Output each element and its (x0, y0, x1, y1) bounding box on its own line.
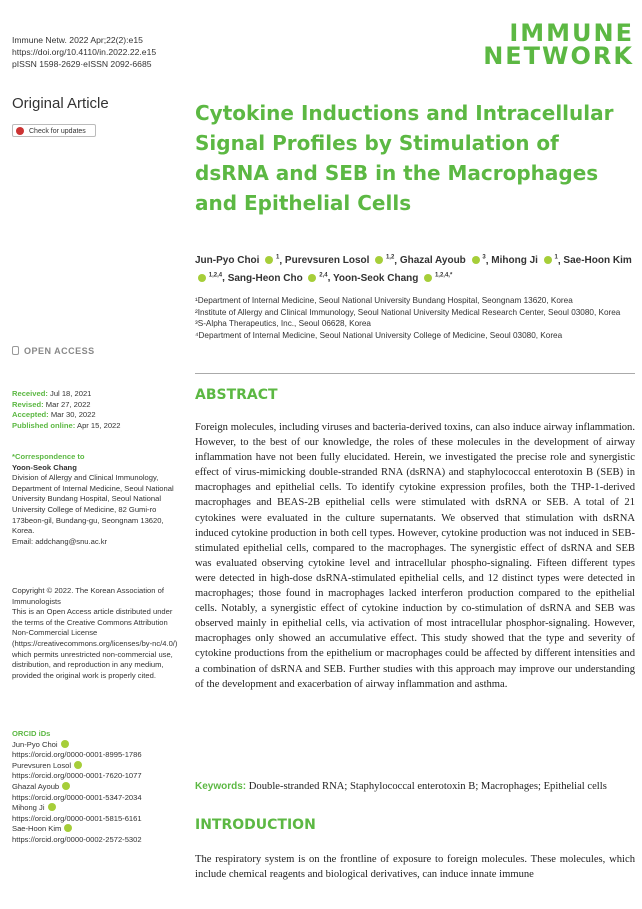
license-text: This is an Open Access article distributed under the terms of the Creative Commons Attribution Non-Commercial License (https://creativecommons.org/licenses/by-nc/4.0/) which permits unrestricted non-commercial use, distribution, and reproduction in any medium, provided the original work is properly cited. (12, 607, 178, 680)
affiliation: ²Institute of Allergy and Clinical Immunology, Seoul National University Medical Research Center, Seoul 03080, Korea (195, 307, 621, 317)
orcid-list (12, 729, 180, 846)
orcid-heading: ORCID iDs (12, 729, 51, 738)
introduction-heading: INTRODUCTION (195, 817, 316, 833)
orcid-link[interactable]: https://orcid.org/0000-0001-5815-6161 (12, 813, 142, 823)
check-for-updates-button[interactable]: Check for updates (12, 124, 96, 137)
correspondence-name: Yoon-Seok Chang (12, 462, 77, 472)
date-accepted: Accepted: Mar 30, 2022 (12, 410, 96, 420)
author[interactable]: Purevsuren Losol $^{1,2}$ (284, 255, 395, 267)
open-lock-icon (12, 346, 19, 355)
orcid-icon (424, 274, 432, 282)
section-divider (195, 373, 635, 374)
date-published: Published online: Apr 15, 2022 (12, 420, 121, 430)
orcid-icon (74, 761, 82, 769)
author-list: Jun-Pyo Choi $^1$, Purevsuren Losol $^{1,2}$, Ghazal Ayoub $^3$, Mihong Ji $^1$, Sae-Hoon Kim $^{1,2,4}$, Sang-Heon Cho $^{2,4}$, Yoon-Seok Chang $^{1,2,4,*}$ (195, 255, 632, 284)
copyright-line: Copyright © 2022. The Korean Association of Immunologists (12, 586, 164, 606)
author[interactable]: Ghazal Ayoub $^3$ (399, 255, 486, 267)
affiliation: ⁴Department of Internal Medicine, Seoul National University College of Medicine, Seoul 03080, Korea (195, 330, 563, 340)
orcid-item: Ghazal Ayoub (12, 782, 180, 793)
orcid-icon (265, 256, 273, 264)
keywords-label: Keywords: (195, 781, 247, 792)
orcid-icon (375, 256, 383, 264)
introduction-text: The respiratory system is on the frontline of exposure to foreign molecules. These molecules, which include chemical reagents and biological derivatives, can induce innate immune (195, 854, 635, 881)
crossmark-icon (16, 127, 24, 135)
orcid-item: Mihong Ji (12, 803, 180, 814)
article-dates (12, 389, 180, 431)
orcid-icon (198, 274, 206, 282)
orcid-item: Jun-Pyo Choi (12, 740, 180, 751)
orcid-item: Sae-Hoon Kim (12, 824, 180, 835)
date-received: Received: Jul 18, 2021 (12, 389, 92, 398)
journal-doi-link[interactable]: https://doi.org/10.4110/in.2022.22.e15 (12, 47, 157, 57)
keywords (195, 779, 635, 794)
article-type: Original Article (12, 95, 109, 112)
orcid-icon (472, 256, 480, 264)
copyright (12, 586, 180, 681)
orcid-link[interactable]: https://orcid.org/0000-0001-7620-1077 (12, 771, 142, 781)
open-access-badge: OPEN ACCESS (12, 346, 95, 356)
orcid-icon (48, 803, 56, 811)
journal-citation: Immune Netw. 2022 Apr;22(2):e15 (12, 35, 143, 45)
orcid-icon (61, 740, 69, 748)
keywords-text: Double-stranded RNA; Staphylococcal enterotoxin B; Macrophages; Epithelial cells (248, 781, 607, 792)
author[interactable]: Jun-Pyo Choi $^1$ (195, 255, 280, 267)
orcid-link[interactable]: https://orcid.org/0000-0001-8995-1786 (12, 750, 142, 760)
correspondence-address: Division of Allergy and Clinical Immunology, Department of Internal Medicine, Seoul National University Bundang Hospital, Seoul National University College of Medicine, 82 Gumi-ro 173beon-gil, Bundang-gu, Seongnam 13620, Korea. (12, 473, 174, 536)
orcid-icon (62, 782, 70, 790)
orcid-link[interactable]: https://orcid.org/0000-0002-2572-5302 (12, 834, 142, 844)
affiliation: ¹Department of Internal Medicine, Seoul National University Bundang Hospital, Seongnam 13620, Korea (195, 296, 573, 305)
orcid-icon (544, 256, 552, 264)
article-title: Cytokine Inductions and Intracellular Signal Profiles by Stimulation of dsRNA and SEB in the Macrophages and Epithelial Cells (195, 101, 614, 215)
author[interactable]: Sae-Hoon Kim $^{1,2,4}$ (195, 255, 632, 283)
author[interactable]: Sang-Heon Cho $^{2,4}$ (227, 272, 328, 284)
orcid-icon (64, 824, 72, 832)
affiliation: ³S-Alpha Therapeutics, Inc., Seoul 06628, Korea (195, 319, 371, 328)
journal-logo: IMMUNE NETWORK (483, 19, 634, 70)
orcid-link[interactable]: https://orcid.org/0000-0001-5347-2034 (12, 792, 142, 802)
orcid-item: Purevsuren Losol (12, 761, 180, 772)
date-revised: Revised: Mar 27, 2022 (12, 399, 91, 409)
correspondence-email[interactable]: Email: addchang@snu.ac.kr (12, 536, 108, 546)
correspondence (12, 452, 180, 547)
author[interactable]: Yoon-Seok Chang $^{1,2,4,*}$ (333, 272, 453, 284)
correspondence-heading: *Correspondence to (12, 452, 85, 461)
orcid-icon (308, 274, 316, 282)
abstract-heading: ABSTRACT (195, 387, 278, 403)
journal-meta (12, 34, 156, 70)
affiliations (195, 295, 635, 341)
abstract-text: Foreign molecules, including viruses and bacteria-derived toxins, can also induce airway inflammation. However, to the best of our knowledge, the roles of these molecules in the development of airway inflammation have not been fully elucidated. Herein, we investigated the precise role and synergistic effect of virus-mimicking double-stranded RNA (dsRNA) and staphylococcal enterotoxin B (SEB) in macrophages and epithelial cells. To identify cytokine expression profiles, both the THP-1-derived macrophages and BEAS-2B epithelial cells were stimulated with dsRNA or SEB. A total of 21 cytokines were evaluated in the culture supernatants. We observed that stimulation with dsRNA induced cytokine production in both cell types. However, cytokine production was not induced in SEB-stimulated epithelial cells, compared to the macrophages. The synergistic effect of dsRNA and SEB was evaluated observing cytokine level and intracellular phospho-signaling. Fifteen different types were detected in high-dose dsRNA-stimulated epithelial cells, and 12 distinct types were detected in macrophages; those found in macrophages lacked interferon production compared to the epithelial cells. Notably, a synergistic effect of cytokine induction by co-stimulation of dsRNA and SEB was observed mainly in epithelial cells, via activation of most intracellular phosphor-signaling. However, macrophages only showed an accumulative effect. This study showed that the type and severity of cytokine productions from the epithelium or macrophages could be affected by different intensities and a combination of dsRNA and SEB. Further studies with this approach may improve our understanding of the development and exacerbation of airway inflammation and asthma. (195, 422, 635, 690)
author[interactable]: Mihong Ji $^1$ (491, 255, 558, 267)
journal-issn: pISSN 1598-2629·eISSN 2092-6685 (12, 59, 152, 69)
